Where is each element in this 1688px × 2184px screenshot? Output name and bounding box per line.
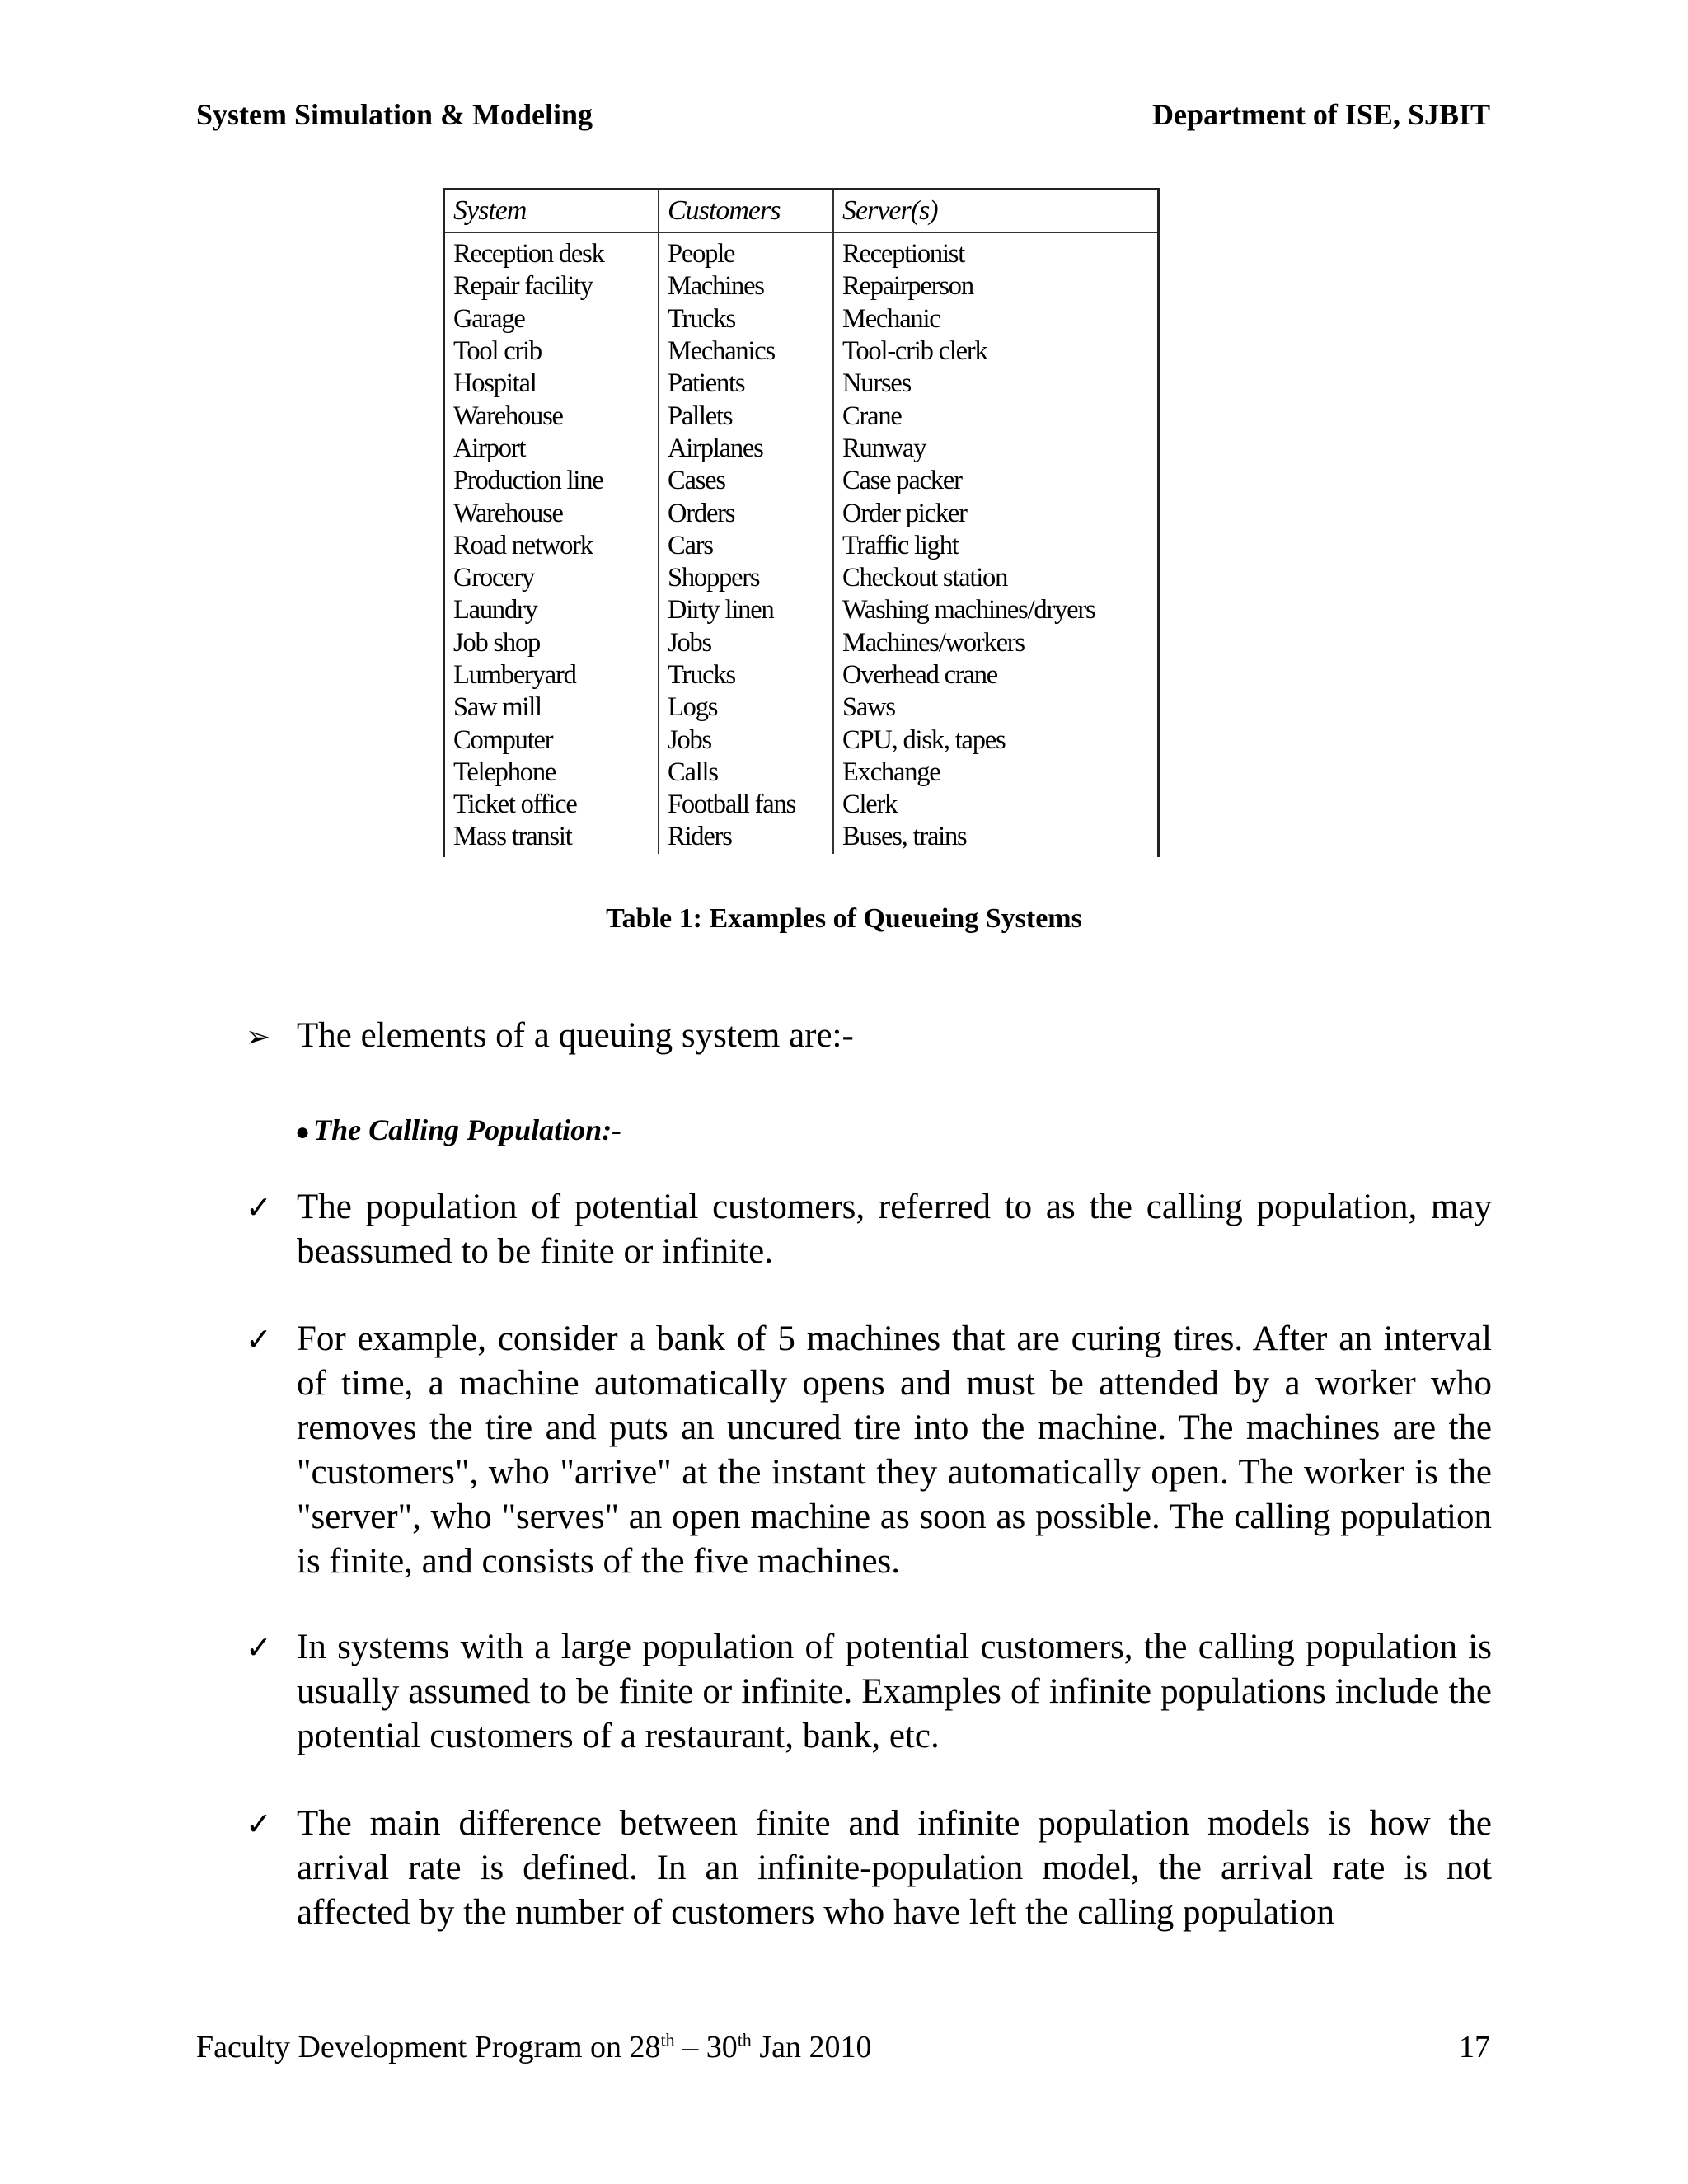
- cell-customers: Riders: [659, 821, 833, 853]
- page-footer: [196, 2029, 1490, 2065]
- cell-customers: Airplanes: [659, 433, 833, 465]
- cell-system: Airport: [445, 433, 659, 465]
- elements-intro-text: The elements of a queuing system are:-: [297, 1016, 854, 1055]
- cell-servers: Clerk: [842, 790, 898, 820]
- table-body: [445, 232, 1157, 854]
- cell-customers: Jobs: [659, 724, 833, 756]
- column-header-system: System: [445, 190, 659, 232]
- cell-system: Reception desk: [445, 232, 659, 270]
- queueing-systems-table: [443, 188, 1160, 857]
- cell-system: Ticket office: [445, 789, 659, 821]
- cell-servers: Exchange: [842, 757, 940, 787]
- cell-system: Hospital: [445, 368, 659, 400]
- cell-servers: Washing machines/dryers: [842, 595, 1095, 626]
- cell-system: Garage: [445, 303, 659, 335]
- footer-suffix: Jan 2010: [751, 2030, 872, 2064]
- cell-system: Telephone: [445, 757, 659, 789]
- table-row: [445, 627, 1157, 659]
- table-row: [445, 530, 1157, 562]
- cell-customers: Calls: [659, 757, 833, 789]
- cell-customers: People: [659, 232, 833, 270]
- header-department: Department of ISE, SJBIT: [1151, 98, 1490, 131]
- cell-system: Warehouse: [445, 400, 659, 432]
- cell-servers: Mechanic: [842, 303, 940, 334]
- cell-system: Lumberyard: [445, 659, 659, 691]
- caption-text: Examples of Queueing Systems: [709, 903, 1082, 934]
- checkmark-icon: ✓: [246, 1189, 272, 1226]
- cell-system: Tool crib: [445, 335, 659, 368]
- table-row: [445, 691, 1157, 724]
- cell-customers: Jobs: [659, 627, 833, 659]
- paragraph-item: [246, 1802, 1492, 1935]
- table-row: [445, 433, 1157, 465]
- cell-system: Mass transit: [445, 821, 659, 853]
- cell-servers: Machines/workers: [842, 627, 1025, 658]
- cell-servers: Crane: [842, 401, 902, 431]
- table-row: [445, 400, 1157, 432]
- cell-customers: Patients: [659, 368, 833, 400]
- table-row: [445, 232, 1157, 270]
- table-row: [445, 757, 1157, 789]
- column-header-customers: Customers: [659, 190, 833, 232]
- cell-servers: Saws: [842, 692, 895, 723]
- table-row: [445, 821, 1157, 853]
- page-header: [196, 97, 1490, 138]
- subheading-calling-population: [295, 1113, 621, 1147]
- checkmark-icon: ✓: [246, 1321, 272, 1357]
- paragraph-text: The main difference between finite and infinite population models is how the arrival rate is defined. In an infinite-population model, the arrival rate is not affected by the number of customers who have left the calling population: [297, 1804, 1492, 1932]
- cell-servers: Checkout station: [842, 563, 1008, 593]
- paragraph-text: In systems with a large population of potential customers, the calling population is usually assumed to be finite or infinite. Examples of infinite populations include the potential customers of a restaurant, bank, etc.: [297, 1628, 1492, 1755]
- table-row: [445, 335, 1157, 368]
- cell-system: Repair facility: [445, 270, 659, 302]
- table-header-row: [445, 190, 1157, 232]
- cell-system: Laundry: [445, 594, 659, 626]
- cell-servers: Overhead crane: [842, 660, 997, 690]
- cell-customers: Trucks: [659, 659, 833, 691]
- cell-customers: Football fans: [659, 789, 833, 821]
- cell-customers: Cases: [659, 465, 833, 497]
- footer-middle: – 30: [674, 2030, 738, 2064]
- footer-sup-2: th: [737, 2029, 752, 2050]
- header-course-title: System Simulation & Modeling: [196, 98, 593, 131]
- cell-customers: Cars: [659, 530, 833, 562]
- cell-system: Road network: [445, 530, 659, 562]
- page-number: 17: [1459, 2030, 1490, 2064]
- cell-servers: Case packer: [842, 466, 962, 496]
- table-row: [445, 497, 1157, 529]
- cell-servers: Tool-crib clerk: [842, 336, 987, 367]
- arrow-bullet-icon: ➢: [246, 1020, 271, 1053]
- paragraph-item: [246, 1625, 1492, 1759]
- paragraph-item: [246, 1317, 1492, 1584]
- cell-customers: Orders: [659, 497, 833, 529]
- cell-customers: Logs: [659, 691, 833, 724]
- table-row: [445, 562, 1157, 594]
- table-row: [445, 303, 1157, 335]
- paragraph-text: The population of potential customers, referred to as the calling population, may beassumed to be finite or infinite.: [297, 1188, 1492, 1271]
- caption-label: Table 1:: [606, 903, 702, 934]
- table-row: [445, 594, 1157, 626]
- cell-servers: Nurses: [842, 368, 912, 399]
- checkmark-icon: ✓: [246, 1806, 272, 1842]
- cell-servers: Repairperson: [842, 271, 973, 302]
- cell-customers: Dirty linen: [659, 594, 833, 626]
- footer-sup-1: th: [660, 2029, 675, 2050]
- cell-system: Job shop: [445, 627, 659, 659]
- cell-system: Grocery: [445, 562, 659, 594]
- paragraph-item: [246, 1185, 1492, 1274]
- checkmark-icon: ✓: [246, 1629, 272, 1666]
- table-row: [445, 368, 1157, 400]
- table-row: [445, 659, 1157, 691]
- cell-servers: Buses, trains: [842, 822, 967, 852]
- paragraph-text: For example, consider a bank of 5 machines that are curing tires. After an interval of time, a machine automatically opens and must be attended by a worker who removes the tire and puts an uncured tire into the machine. The machines are the "customers", who "arrive" at the instant they automatically open. The worker is the "server", who "serves" an open machine as soon as possible. The calling population is finite, and consists of the five machines.: [297, 1319, 1492, 1581]
- subheading-text: The Calling Population:-: [313, 1113, 622, 1146]
- dot-bullet-icon: ●: [295, 1118, 311, 1146]
- cell-system: Computer: [445, 724, 659, 756]
- table-row: [445, 724, 1157, 756]
- cell-system: Production line: [445, 465, 659, 497]
- table-row: [445, 789, 1157, 821]
- cell-servers: Traffic light: [842, 530, 959, 560]
- cell-customers: Mechanics: [659, 335, 833, 368]
- cell-customers: Trucks: [659, 303, 833, 335]
- cell-servers: CPU, disk, tapes: [842, 724, 1006, 755]
- cell-system: Warehouse: [445, 497, 659, 529]
- cell-system: Saw mill: [445, 691, 659, 724]
- footer-prefix: Faculty Development Program on 28: [196, 2030, 661, 2064]
- cell-servers: Runway: [842, 433, 926, 463]
- elements-intro: [246, 1015, 854, 1056]
- column-header-servers: Server(s): [833, 190, 1157, 232]
- cell-customers: Machines: [659, 270, 833, 302]
- footer-program: [196, 2030, 871, 2064]
- table-caption: [0, 903, 1688, 935]
- cell-servers: Receptionist: [842, 239, 965, 269]
- cell-servers: Order picker: [842, 498, 967, 528]
- table-row: [445, 270, 1157, 302]
- cell-customers: Pallets: [659, 400, 833, 432]
- table-row: [445, 465, 1157, 497]
- cell-customers: Shoppers: [659, 562, 833, 594]
